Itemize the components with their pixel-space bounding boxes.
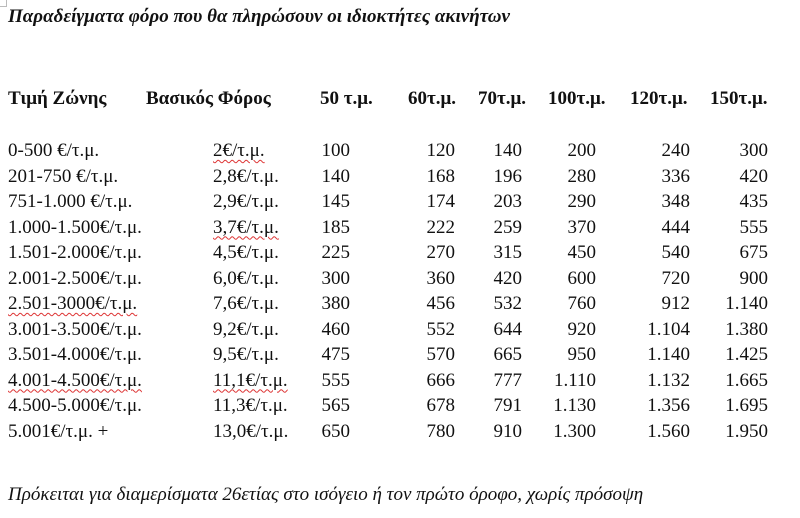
table-row: [0, 293, 800, 317]
cell-tax-60sqm: 120: [426, 140, 455, 161]
footnote: Πρόκειται για διαμερίσματα 26ετίας στο ισόγειο ή τον πρώτο όροφο, χωρίς πρόσοψη: [8, 484, 644, 505]
cell-tax-120sqm: 720: [661, 267, 690, 289]
cell-base-tax: 11,1€/τ.μ.: [213, 369, 288, 391]
header-60sqm: 60τ.μ.: [408, 88, 457, 109]
cell-tax-60sqm: 780: [426, 420, 455, 442]
cell-tax-100sqm: 370: [567, 216, 596, 238]
cell-tax-100sqm: 1.130: [553, 395, 596, 416]
table-row: [0, 140, 800, 164]
cell-tax-150sqm: 435: [739, 191, 768, 212]
table-row: [0, 217, 800, 241]
cell-tax-100sqm: 760: [567, 293, 596, 314]
cell-tax-100sqm: 920: [567, 318, 596, 340]
table-row: [0, 268, 800, 292]
cell-tax-150sqm: 1.695: [725, 395, 768, 416]
cell-zone-price: 2.501-3000€/τ.μ.: [8, 293, 138, 314]
cell-base-tax: 13,0€/τ.μ.: [213, 420, 289, 442]
cell-tax-70sqm: 140: [493, 140, 522, 161]
cell-tax-120sqm: 336: [661, 165, 690, 187]
cell-tax-60sqm: 168: [426, 165, 455, 187]
cell-tax-120sqm: 1.560: [647, 420, 690, 442]
cell-zone-price: 1.000-1.500€/τ.μ.: [8, 216, 142, 238]
cell-base-tax: 2,8€/τ.μ.: [213, 165, 279, 187]
cell-tax-120sqm: 912: [661, 293, 690, 314]
cell-base-tax: 3,7€/τ.μ.: [213, 216, 279, 238]
cell-base-tax: 2,9€/τ.μ.: [213, 191, 279, 212]
cell-tax-70sqm: 420: [493, 267, 522, 289]
cell-tax-120sqm: 1.356: [647, 395, 690, 416]
cell-tax-50sqm: 555: [321, 369, 350, 391]
cell-tax-60sqm: 360: [426, 267, 455, 289]
table-row: [0, 395, 800, 419]
cell-tax-50sqm: 380: [321, 293, 350, 314]
cell-tax-70sqm: 910: [493, 420, 522, 442]
table-row: [0, 344, 800, 368]
table-row: [0, 166, 800, 190]
cell-tax-50sqm: 145: [321, 191, 350, 212]
cell-tax-150sqm: 1.140: [725, 293, 768, 314]
cell-tax-70sqm: 644: [493, 318, 522, 340]
cell-base-tax: 4,5€/τ.μ.: [213, 242, 279, 263]
cell-base-tax: 11,3€/τ.μ.: [213, 395, 288, 416]
cell-tax-120sqm: 1.140: [647, 344, 690, 365]
cell-tax-60sqm: 570: [426, 344, 455, 365]
header-70sqm: 70τ.μ.: [478, 88, 527, 109]
cell-tax-70sqm: 665: [493, 344, 522, 365]
cell-tax-120sqm: 1.132: [647, 369, 690, 391]
cell-tax-60sqm: 666: [426, 369, 455, 391]
cell-base-tax: 9,2€/τ.μ.: [213, 318, 279, 340]
cell-tax-150sqm: 420: [739, 165, 768, 187]
cell-zone-price: 751-1.000 €/τ.μ.: [8, 191, 133, 212]
header-150sqm: 150τ.μ.: [710, 88, 768, 109]
cell-tax-100sqm: 290: [567, 191, 596, 212]
cell-tax-50sqm: 185: [321, 216, 350, 238]
page-corner-mark: [0, 0, 7, 7]
cell-tax-50sqm: 650: [321, 420, 350, 442]
cell-zone-price: 4.500-5.000€/τ.μ.: [8, 395, 142, 416]
cell-tax-60sqm: 270: [426, 242, 455, 263]
cell-tax-60sqm: 222: [426, 216, 455, 238]
cell-tax-60sqm: 552: [426, 318, 455, 340]
cell-tax-120sqm: 540: [661, 242, 690, 263]
cell-tax-50sqm: 565: [321, 395, 350, 416]
cell-tax-70sqm: 315: [493, 242, 522, 263]
cell-tax-70sqm: 532: [493, 293, 522, 314]
cell-zone-price: 1.501-2.000€/τ.μ.: [8, 242, 142, 263]
cell-tax-100sqm: 280: [567, 165, 596, 187]
cell-base-tax: 6,0€/τ.μ.: [213, 267, 279, 289]
cell-tax-70sqm: 791: [493, 395, 522, 416]
cell-tax-100sqm: 950: [567, 344, 596, 365]
table-row: [0, 242, 800, 266]
table-row: [0, 191, 800, 215]
cell-base-tax: 9,5€/τ.μ.: [213, 344, 279, 365]
cell-tax-150sqm: 300: [739, 140, 768, 161]
document-title: Παραδείγματα φόρο που θα πληρώσουν οι ιδιοκτήτες ακινήτων: [8, 6, 510, 27]
cell-tax-100sqm: 1.110: [553, 369, 596, 391]
cell-tax-120sqm: 348: [661, 191, 690, 212]
cell-tax-50sqm: 140: [321, 165, 350, 187]
cell-tax-150sqm: 555: [739, 216, 768, 238]
cell-tax-70sqm: 259: [493, 216, 522, 238]
cell-tax-50sqm: 475: [321, 344, 350, 365]
cell-tax-150sqm: 1.380: [725, 318, 768, 340]
cell-tax-60sqm: 456: [426, 293, 455, 314]
cell-zone-price: 201-750 €/τ.μ.: [8, 165, 119, 187]
cell-tax-120sqm: 240: [661, 140, 690, 161]
header-base-tax: Βασικός Φόρος: [146, 88, 271, 109]
cell-tax-70sqm: 196: [493, 165, 522, 187]
header-zone-price: Τιμή Ζώνης: [8, 88, 107, 109]
cell-tax-50sqm: 100: [321, 140, 350, 161]
table-row: [0, 421, 800, 445]
cell-tax-60sqm: 174: [426, 191, 455, 212]
cell-tax-150sqm: 1.425: [725, 344, 768, 365]
cell-zone-price: 3.001-3.500€/τ.μ.: [8, 318, 142, 340]
cell-zone-price: 4.001-4.500€/τ.μ.: [8, 369, 142, 391]
cell-tax-120sqm: 444: [661, 216, 690, 238]
cell-tax-100sqm: 600: [567, 267, 596, 289]
table-row: [0, 319, 800, 343]
table-row: [0, 370, 800, 394]
cell-zone-price: 5.001€/τ.μ. +: [8, 420, 109, 442]
cell-base-tax: 7,6€/τ.μ.: [213, 293, 279, 314]
cell-base-tax: 2€/τ.μ.: [213, 140, 265, 161]
cell-tax-70sqm: 777: [493, 369, 522, 391]
cell-zone-price: 0-500 €/τ.μ.: [8, 140, 100, 161]
header-120sqm: 120τ.μ.: [630, 88, 688, 109]
cell-tax-50sqm: 460: [321, 318, 350, 340]
cell-tax-50sqm: 300: [321, 267, 350, 289]
cell-zone-price: 3.501-4.000€/τ.μ.: [8, 344, 142, 365]
cell-tax-150sqm: 1.950: [725, 420, 768, 442]
cell-tax-120sqm: 1.104: [647, 318, 690, 340]
cell-tax-150sqm: 675: [739, 242, 768, 263]
cell-tax-150sqm: 1.665: [725, 369, 768, 391]
cell-tax-100sqm: 450: [567, 242, 596, 263]
cell-tax-100sqm: 200: [567, 140, 596, 161]
header-100sqm: 100τ.μ.: [548, 88, 606, 109]
cell-tax-70sqm: 203: [493, 191, 522, 212]
cell-tax-60sqm: 678: [426, 395, 455, 416]
header-50sqm: 50 τ.μ.: [320, 88, 373, 109]
cell-tax-50sqm: 225: [321, 242, 350, 263]
cell-tax-100sqm: 1.300: [553, 420, 596, 442]
cell-tax-150sqm: 900: [739, 267, 768, 289]
cell-zone-price: 2.001-2.500€/τ.μ.: [8, 267, 142, 289]
